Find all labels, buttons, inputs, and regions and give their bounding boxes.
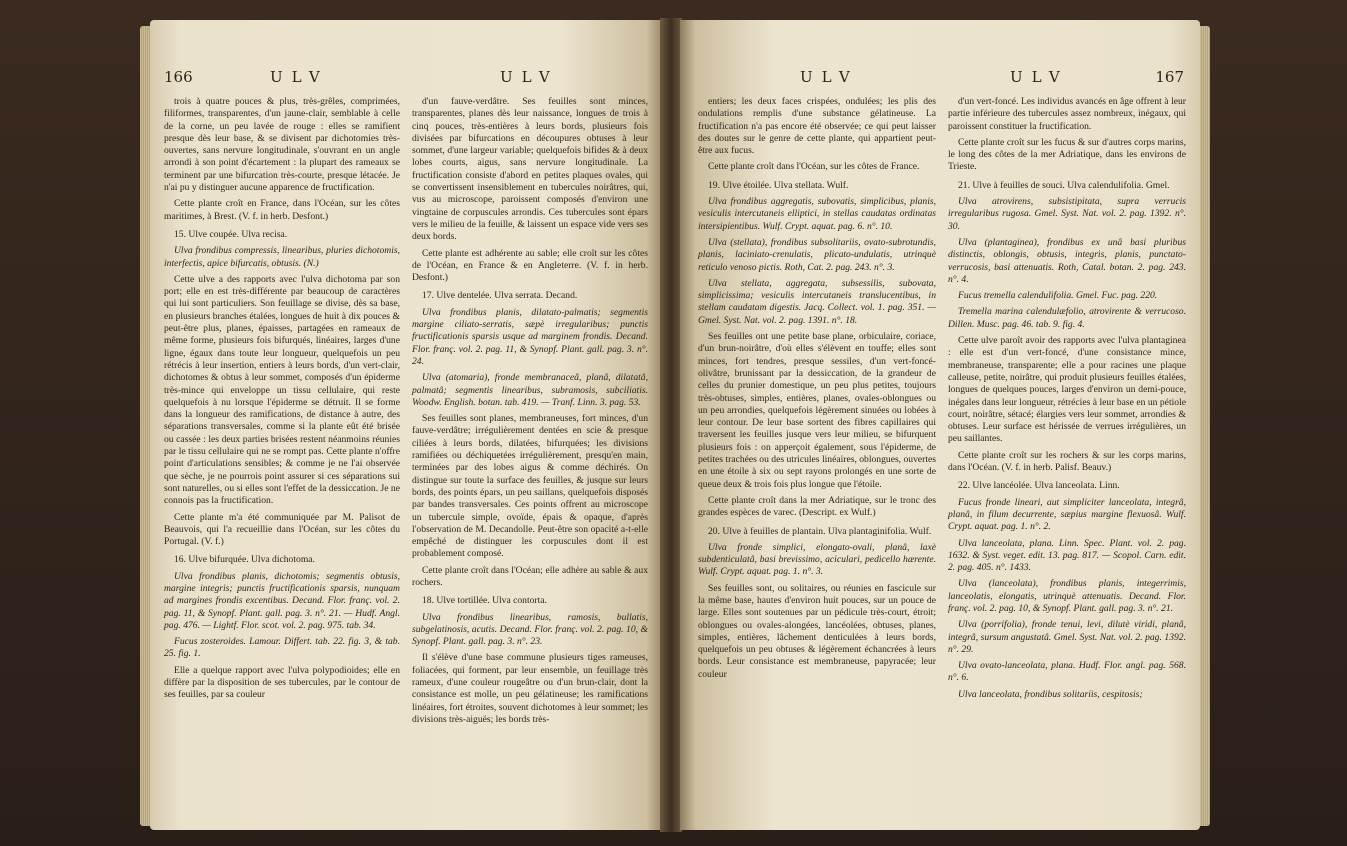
paragraph: Ulva (plantaginea), frondibus ex unâ basi pluribus distinctis, oblongis, obtusis, integris, planis, punctato-verrucosis, basi attenuatis. Roth, Catal. botan. 2. pag. 243. n°. 4. [948,236,1186,285]
paragraph: Cette plante croît dans la mer Adriatique, sur le tronc des grandes espèces de varec. (Descript. ex Wulf.) [698,494,936,519]
left-page [150,20,662,830]
paragraph: Fucus fronde lineari, aut simpliciter lanceolata, integrâ, planâ, in filum decurrente, sæpius margine flexuosâ. Wulf. Crypt. aquat. pag. 1. n°. 2. [948,496,1186,533]
paragraph: Ulva frondibus planis, dilatato-palmatis; segmentis margine ciliato-serratis, sæpè irregularibus; punctis fructificationis sparsis usque ad marginem frondis. Decand. Flor. franç. vol. 2. pag. 11, & Synopf. Plant. gall. pag. 3. n°. 24. [412,306,648,367]
right-column-1 [698,96,936,685]
paragraph: 21. Ulve à feuilles de souci. Ulva calendulifolia. Gmel. [958,179,1170,191]
paragraph: Tremella marina calendulæfolio, atrovirente & verrucoso. Dillen. Musc. pag. 46. tab. 9. fig. 4. [948,306,1186,330]
paragraph: Fucus tremella calendulifolia. Gmel. Fuc. pag. 220. [958,290,1158,302]
paragraph: 17. Ulve dentelée. Ulva serrata. Decand. [422,290,578,302]
right-running-head-2: ULV [1010,68,1069,86]
paragraph: Ulva (porrifolia), fronde tenui, levi, dilutè viridi, planâ, integrâ, sursum angustatâ. Gmel. Syst. Nat. vol. 2. pag. 1392. n°. 29. [948,619,1186,655]
paragraph: Ses feuilles sont planes, membraneuses, fort minces, d'un fauve-verdâtre; irrégulièrement dentées en scie & presque ciliées à leurs bords, dilatées, bifurquées; les divisions ramifiées ou déchiquetées irrégulièrement, presqu'en main, terminées par des lobes aigus & comme déchirés. On distingue sur toute la surface des feuilles, & jusque sur leurs bords, des points épars, un peu saillans, quelquefois disposés par bandes transversales. Ces points offrent au microscope un tubercule simple, ovoïde, épais & opaque, d'après l'observation de M. Decandolle. Peut-être son opacité a-t-elle empêché de distinguer les corpuscules dont il est probablement composé. [412,413,648,560]
paragraph: Ulva frondibus aggregatis, subovatis, simplicibus, planis, vesiculis intercutaneis elliptici, in stellas caudatas ordinatas intersipientibus. Wulf. Crypt. aquat. pag. 6. n°. 10. [698,196,936,232]
paragraph: Ulva fronde simplici, elongato-ovali, planâ, laxè subdenticulatâ, basi brevissimo, aciculari, pedicello hærente. Wulf. Crypt. aquat. pag. 1. n°. 3. [698,541,936,578]
paragraph: Cette ulve a des rapports avec l'ulva dichotoma par son port; elle en est très-différente par beaucoup de caractères qui lui sont particuliers. Son feuillage se divise, dès sa base, en plusieurs branches étalées, longues de huit à dix pouces & peut-être plus, planes, épaisses, partagées en rameaux de même forme, plusieurs fois bifurqués, linéaires, larges d'une ligne, égaux dans toute leur longueur, quelquefois un peu rétrécis à leur insertion, entiers à leurs bords, d'un vert-clair, dichotomes & obtus à leur sommet, composés d'un épiderme très-mince qui enveloppe un tissu cellulaire, qui reste quelquefois à nu lorsque l'épiderme se détruit. Il se forme dans la longueur des ramifications, de distance à autre, des séparations transversales, comme si la plante eût été brisée ou cassée : les deux parties brisées restent néanmoins réunies par le tissu cellulaire qui ne se rompt pas. Cette plante n'offre point d'articulations sensibles; & comme je ne l'ai observée que sèche, je ne pourrois point assurer si ces séparations sui sont naturelles, ou si elles sont l'effet de la dessiccation. Je ne connois pas la fructification. [164,273,400,507]
paragraph: Ulva (stellata), frondibus subsolitariis, ovato-subrotundis, planis, laciniato-crenulatis, plicato-undulatis, utrinquè reticulo venoso pictis. Roth, Cat. 2. pag. 243. n°. 3. [698,236,936,273]
paragraph: Ulva frondibus planis, dichotomis; segmentis obtusis, margine integris; punctis fructificationis sparsis, nunquam ad margines frondis excentibus. Decand. Flor. franç. vol. 2. pag. 11, & Synopf. Plant. gall. pag. 3. n°. 21. — Hudf. Angl. pag. 476. — Lightf. Flor. scot. vol. 2. pag. 975. tab. 34. [164,570,400,631]
paragraph: Il s'élève d'une base commune plusieurs tiges rameuses, foliacées, qui forment, par leur ensemble, un feuillage très rameux, d'une couleur rougeâtre ou d'un brun-clair, dont la consistance est molle, un peu gélatineuse; les ramifications linéaires, fort étroites, souvent dichotomes à leur sommet; les divisions très-aiguës; les bords très- [412,652,648,725]
paragraph: Ulva frondibus linearibus, ramosis, bullatis, subgelatinosis, acutis. Decand. Flor. franç. vol. 2. pag. 10, & Synopf. Plant. gall. pag. 3. n°. 23. [412,611,648,648]
paragraph: 18. Ulve tortillée. Ulva contorta. [422,595,547,607]
right-header [680,64,1200,90]
paragraph: Cette plante est adhérente au sable; elle croît sur les côtes de l'Océan, en France & en Angleterre. (V. f. in herb. Desfont.) [412,247,648,284]
paragraph: Ulva lanceolata, frondibus solitariis, cespitosis; [958,688,1143,700]
right-running-head-1: ULV [800,68,859,86]
paragraph: Elle a quelque rapport avec l'ulva polypodioides; elle en diffère par la disposition de ses tubercules, par le contour de ses feuilles, par sa couleur [164,664,400,701]
left-running-head-1: ULV [270,68,329,86]
paragraph: Cette ulve paroît avoir des rapports avec l'ulva plantaginea : elle est d'un vert-foncé, d'une consistance mince, membraneuse, transparente; elle a pour racines une plaque calleuse, petite, noirâtre, qui produit plusieurs feuilles étalées, longues de quelques pouces, larges d'environ un demi-pouce, inégales dans leur longueur, rétrécies à leur base en un pétiole court, noirâtre, sétacé; élargies vers leur sommet, arrondies & obtuses. Leur surface est hérissée de verrues irrégulières, un peu saillantes. [948,335,1186,445]
left-header [150,64,662,90]
paragraph: Fucus zosteroides. Lamour. Differt. tab. 22. fig. 3, & tab. 25. fig. 1. [164,636,400,660]
right-page [680,20,1200,830]
paragraph: Ses feuilles sont, ou solitaires, ou réunies en fascicule sur la même base, hautes d'environ huit pouces, sur un pouce de large. Elles sont soutenues par un pédicule très-court, étroit; oblongues ou ovales-alongées, lancéolées, obtuses, planes, simples, entières, lâchement denticulées à leurs bords, quelquefois un peu obtuses & légèrement échancrées à leurs bords. Leur consistance est membraneuse, papyracée; leur couleur [698,582,936,680]
paragraph: Ulva (atomaria), fronde membranaceâ, planâ, dilatatâ, palmatâ; segmentis linearibus, subramosis, subciliatis. Woodw. English. botan. tab. 419. — Tranf. Linn. 3. pag. 53. [412,372,648,408]
left-running-head-2: ULV [500,68,559,86]
paragraph: 16. Ulve bifurquée. Ulva dichotoma. [174,554,315,566]
paragraph: Ses feuilles ont une petite base plane, orbiculaire, coriace, d'un brun-noirâtre, d'où elles s'élèvent en touffe; elles sont minces, fort tendres, presque sessiles, d'un vert-foncé-olivâtre, brunissant par la dessiccation, de la grandeur de celles du prunier domestique, un peu plus petites, toujours très-obtuses, simples, entières, planes, ovales-oblongues ou un peu arrondies, quelquefois légèrement sinuées ou lobées à leur contour. De leur base sortent des fibres capillaires qui traversent les feuilles jusque vers leur milieu, se bifurquent plusieurs fois : on apperçoit également, sous l'épiderme, de petites trachées ou des utricules linéaires, oblongues, ouvertes en une étoile à six ou sept rayons prolongés en une sorte de queue deux & trois fois plus longue que l'étoile. [698,331,936,490]
paragraph: trois à quatre pouces & plus, très-grêles, comprimées, filiformes, transparentes, d'un jaune-clair, semblable à celle de la corne, un peu lavée de rouge : elles se ramifient presque dès leur base, & se divisent par dichotomies très-ouvertes, sans nervure longitudinale, s'ouvrant en un angle arrondi à son point d'écartement : la plupart des rameaux se terminent par une bifurcation très-courte, presque létacée. Je n'ai pu y distinguer aucune apparence de fructification. [164,96,400,194]
left-column-2 [412,96,648,730]
paragraph: 20. Ulve à feuilles de plantain. Ulva plantaginifolia. Wulf. [708,525,932,537]
paragraph: Cette plante croît en France, dans l'Océan, sur les côtes maritimes, à Brest. (V. f. in herb. Desfont.) [164,198,400,222]
book-gutter [660,18,682,832]
paragraph: Ulva ovato-lanceolata, plana. Hudf. Flor. angl. pag. 568. n°. 6. [948,660,1186,684]
paragraph: d'un vert-foncé. Les individus avancés en âge offrent à leur partie inférieure des tubercules assez nombreux, inégaux, qui paroissent constituer la fructification. [948,96,1186,132]
paragraph: d'un fauve-verdâtre. Ses feuilles sont minces, transparentes, planes dès leur naissance, longues de trois à cinq pouces, très-entières à leurs bords, plusieurs fois divisées par bifurcations en découpures obtuses à leur sommet, d'une largeur variable; quelquefois bifides & à deux lobes courts, aigus, sans nervure longitudinale. La fructification consiste d'abord en petites plaques ovales, qui se convertissent insensiblement en tubercules noirâtres, qui, vus au microscope, paroissent composés d'environ une vingtaine de corpuscules arrondis. Ces tubercules sont épars vers le milieu de la feuille, & laissent un espace vide vers ses deux bords. [412,96,648,243]
right-page-number: 167 [1155,68,1184,86]
paragraph: 15. Ulve coupée. Ulva recisa. [174,228,288,240]
paragraph: Cette plante croît sur les fucus & sur d'autres corps marins, le long des côtes de la mer Adriatique, dans les environs de Trieste. [948,136,1186,173]
paragraph: Ulva atrovirens, subsistipitata, supra verrucis irregularibus rugosa. Gmel. Syst. Nat. vol. 2. pag. 1392. n°. 30. [948,196,1186,232]
paragraph: Ulva lanceolata, plana. Linn. Spec. Plant. vol. 2. pag. 1632. & Syst. veget. edit. 13. pag. 817. — Scopol. Carn. edit. 2. pag. 405. n°. 1433. [948,537,1186,574]
paragraph: Cette plante croît dans l'Océan; elle adhère au sable & aux rochers. [412,564,648,588]
paragraph: Ulva stellata, aggregata, subsessilis, subovata, simplicissima; vesiculis intercutaneis translucentibus, in stellam caudatam digestis. Jacq. Collect. vol. 1. pag. 351. — Gmel. Syst. Nat. vol. 2. pag. 1391. n°. 18. [698,277,936,326]
paragraph: 19. Ulve étoilée. Ulva stellata. Wulf. [708,179,849,191]
right-column-2 [948,96,1186,705]
paragraph: Ulva (lanceolata), frondibus planis, integerrimis, lanceolatis, elongatis, utrinquè attenuatis. Decand. Flor. franç. vol. 2. pag. 10, & Synopf. Plant. gall. pag. 3. n°. 21. [948,578,1186,614]
left-page-number: 166 [164,68,193,86]
paragraph: Cette plante croît sur les rochers & sur les corps marins, dans l'Océan. (V. f. in herb. Palisf. Beauv.) [948,449,1186,474]
left-column-1 [164,96,400,706]
paragraph: Cette plante croît dans l'Océan, sur les côtes de France. [708,161,920,173]
paragraph: Ulva frondibus compressis, linearibus, pluries dichotomis, interfectis, apice bifurcatis, obtusis. (N.) [164,245,400,269]
paragraph: Cette plante m'a été communiquée par M. Palisot de Beauvois, qui l'a recueillie dans l'Océan, sur les côtes du Portugal. (V. f.) [164,511,400,548]
paragraph: entiers; les deux faces crispées, ondulées; les plis des ondulations remplis d'une substance gélatineuse. La fructification n'a pas encore été observée; ce qui peut laisser des doutes sur le genre de cette plante, qui appartient peut-être aux fucus. [698,96,936,157]
paragraph: 22. Ulve lancéolée. Ulva lanceolata. Linn. [958,480,1120,492]
